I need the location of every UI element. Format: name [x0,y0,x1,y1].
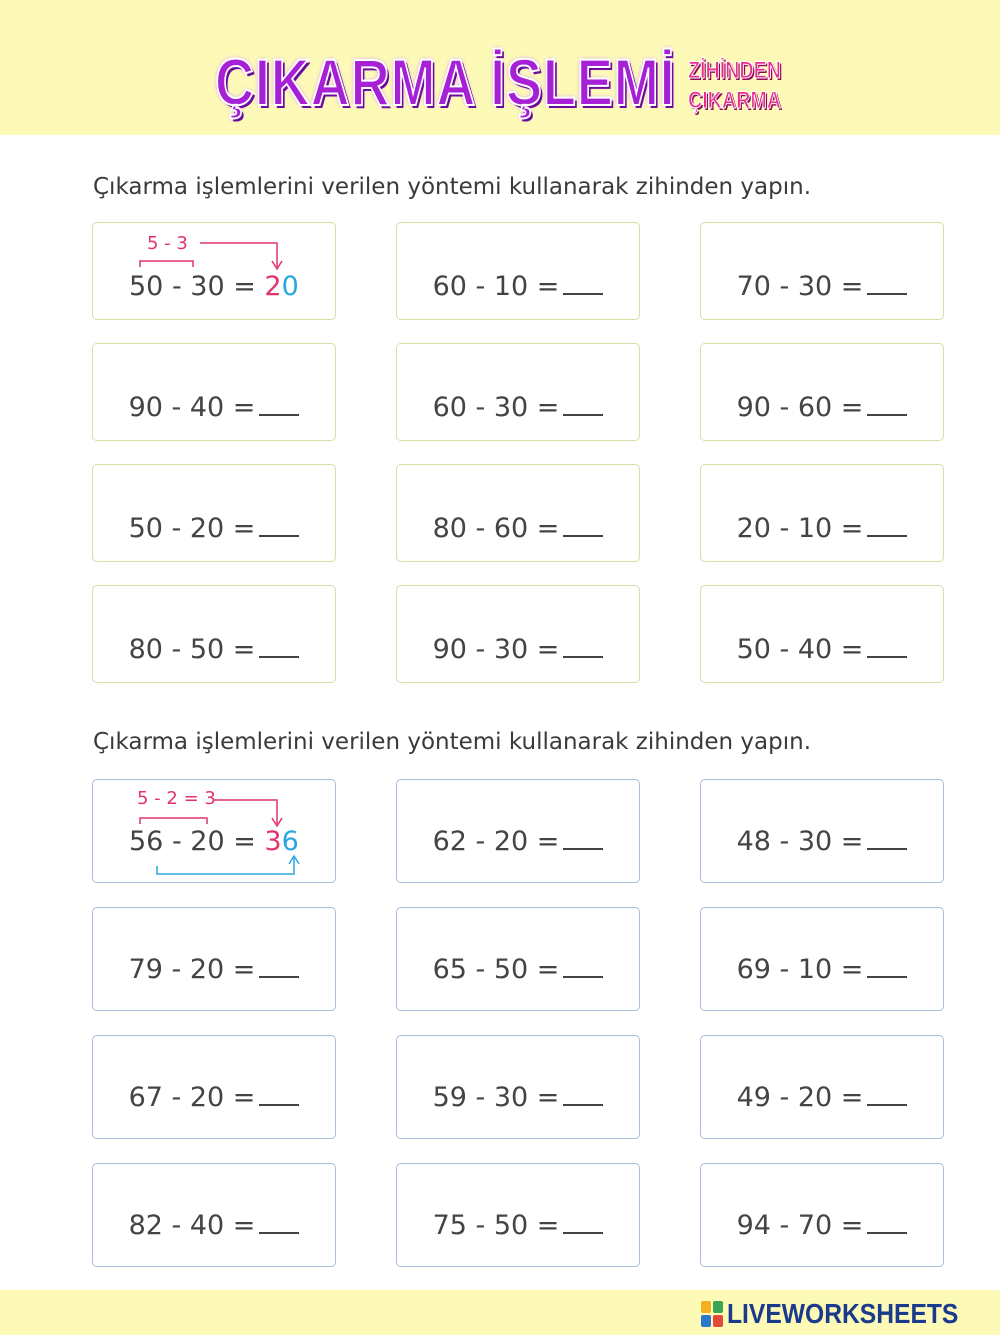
problem-text: 94 - 70 = [736,1210,864,1241]
problem-equation [701,271,943,302]
page-title: ÇIKARMA İŞLEMİ [215,45,676,119]
problem-text: 50 - 40 = [736,634,864,665]
problem-box [700,1163,944,1267]
answer-blank[interactable] [867,291,907,295]
answer-blank[interactable] [867,1102,907,1106]
problem-box [396,907,640,1011]
answer-blank[interactable] [259,533,299,537]
problem-equation [701,513,943,544]
problem-box [700,222,944,320]
answer-blank[interactable] [259,654,299,658]
problem-equation [397,271,639,302]
problem-text: 90 - 30 = [432,634,560,665]
answer-blank[interactable] [563,1102,603,1106]
answer-blank[interactable] [867,1230,907,1234]
problem-equation [397,954,639,985]
problem-equation [397,513,639,544]
problem-box [92,1035,336,1139]
header-band [0,0,1000,135]
example-hint: 5 - 3 [147,233,188,254]
section2-instruction: Çıkarma işlemlerini verilen yöntemi kullanarak zihinden yapın. [93,729,812,755]
problem-text: 65 - 50 = [432,954,560,985]
problem-box [92,1163,336,1267]
answer-blank[interactable] [259,412,299,416]
answer-blank[interactable] [867,412,907,416]
problem-equation [701,392,943,423]
problem-box [700,343,944,441]
answer-blank[interactable] [563,412,603,416]
problem-equation [397,634,639,665]
answer-blank[interactable] [867,533,907,537]
example-left: 56 - 20 = [129,826,265,857]
problem-equation [701,826,943,857]
problem-text: 69 - 10 = [736,954,864,985]
answer-blank[interactable] [259,1230,299,1234]
problem-box [396,222,640,320]
problem-text: 50 - 20 = [128,513,256,544]
problem-text: 20 - 10 = [736,513,864,544]
example-answer-ones: 0 [281,271,299,302]
answer-blank[interactable] [259,1102,299,1106]
problem-text: 48 - 30 = [736,826,864,857]
answer-blank[interactable] [563,846,603,850]
problem-text: 60 - 10 = [432,271,560,302]
subtitle-line-1: ZİHİNDEN [688,57,781,84]
example-left: 50 - 30 = [129,271,265,302]
problem-text: 75 - 50 = [432,1210,560,1241]
problem-box [92,343,336,441]
answer-blank[interactable] [563,654,603,658]
problem-text: 90 - 40 = [128,392,256,423]
problem-box [396,1035,640,1139]
problem-text: 59 - 30 = [432,1082,560,1113]
footer-band [0,1290,1000,1335]
problem-box [700,907,944,1011]
problem-box [92,464,336,562]
problem-equation [701,954,943,985]
problem-text: 80 - 50 = [128,634,256,665]
problem-box [700,464,944,562]
problem-equation [397,1210,639,1241]
subtitle-line-2: ÇIKARMA [688,87,781,114]
problem-equation [93,1210,335,1241]
page-subtitle [688,56,781,116]
problem-equation [701,1082,943,1113]
answer-blank[interactable] [867,974,907,978]
problem-equation [397,826,639,857]
answer-blank[interactable] [563,1230,603,1234]
problem-box [700,1035,944,1139]
problem-equation [93,954,335,985]
problem-box [700,585,944,683]
answer-blank[interactable] [563,974,603,978]
problem-equation [701,634,943,665]
liveworksheets-icon [701,1301,723,1327]
example-answer-tens: 3 [264,826,282,857]
example-equation [129,271,299,302]
problem-equation [93,634,335,665]
problem-equation [397,392,639,423]
liveworksheets-logo[interactable] [701,1298,990,1330]
answer-blank[interactable] [259,974,299,978]
problem-box [396,343,640,441]
section1-instruction: Çıkarma işlemlerini verilen yöntemi kullanarak zihinden yapın. [93,174,812,200]
example-answer-ones: 6 [281,826,299,857]
problem-text: 70 - 30 = [736,271,864,302]
problem-box [92,907,336,1011]
problem-text: 62 - 20 = [432,826,560,857]
answer-blank[interactable] [563,291,603,295]
problem-box [396,1163,640,1267]
problem-box [396,779,640,883]
brand-name: LIVEWORKSHEETS [727,1298,959,1329]
answer-blank[interactable] [563,533,603,537]
problem-box [92,585,336,683]
problem-text: 82 - 40 = [128,1210,256,1241]
problem-text: 79 - 20 = [128,954,256,985]
answer-blank[interactable] [867,654,907,658]
example-equation [129,826,299,857]
problem-box [396,464,640,562]
problem-equation [93,513,335,544]
section1-example-box [92,222,336,320]
section2-example-box [92,779,336,883]
problem-text: 49 - 20 = [736,1082,864,1113]
problem-text: 90 - 60 = [736,392,864,423]
problem-equation [93,392,335,423]
problem-equation [397,1082,639,1113]
problem-equation [701,1210,943,1241]
problem-text: 67 - 20 = [128,1082,256,1113]
answer-blank[interactable] [867,846,907,850]
problem-box [396,585,640,683]
example-hint: 5 - 2 = 3 [137,788,216,809]
problem-box [700,779,944,883]
example-answer-tens: 2 [264,271,282,302]
problem-text: 80 - 60 = [432,513,560,544]
problem-text: 60 - 30 = [432,392,560,423]
problem-equation [93,1082,335,1113]
